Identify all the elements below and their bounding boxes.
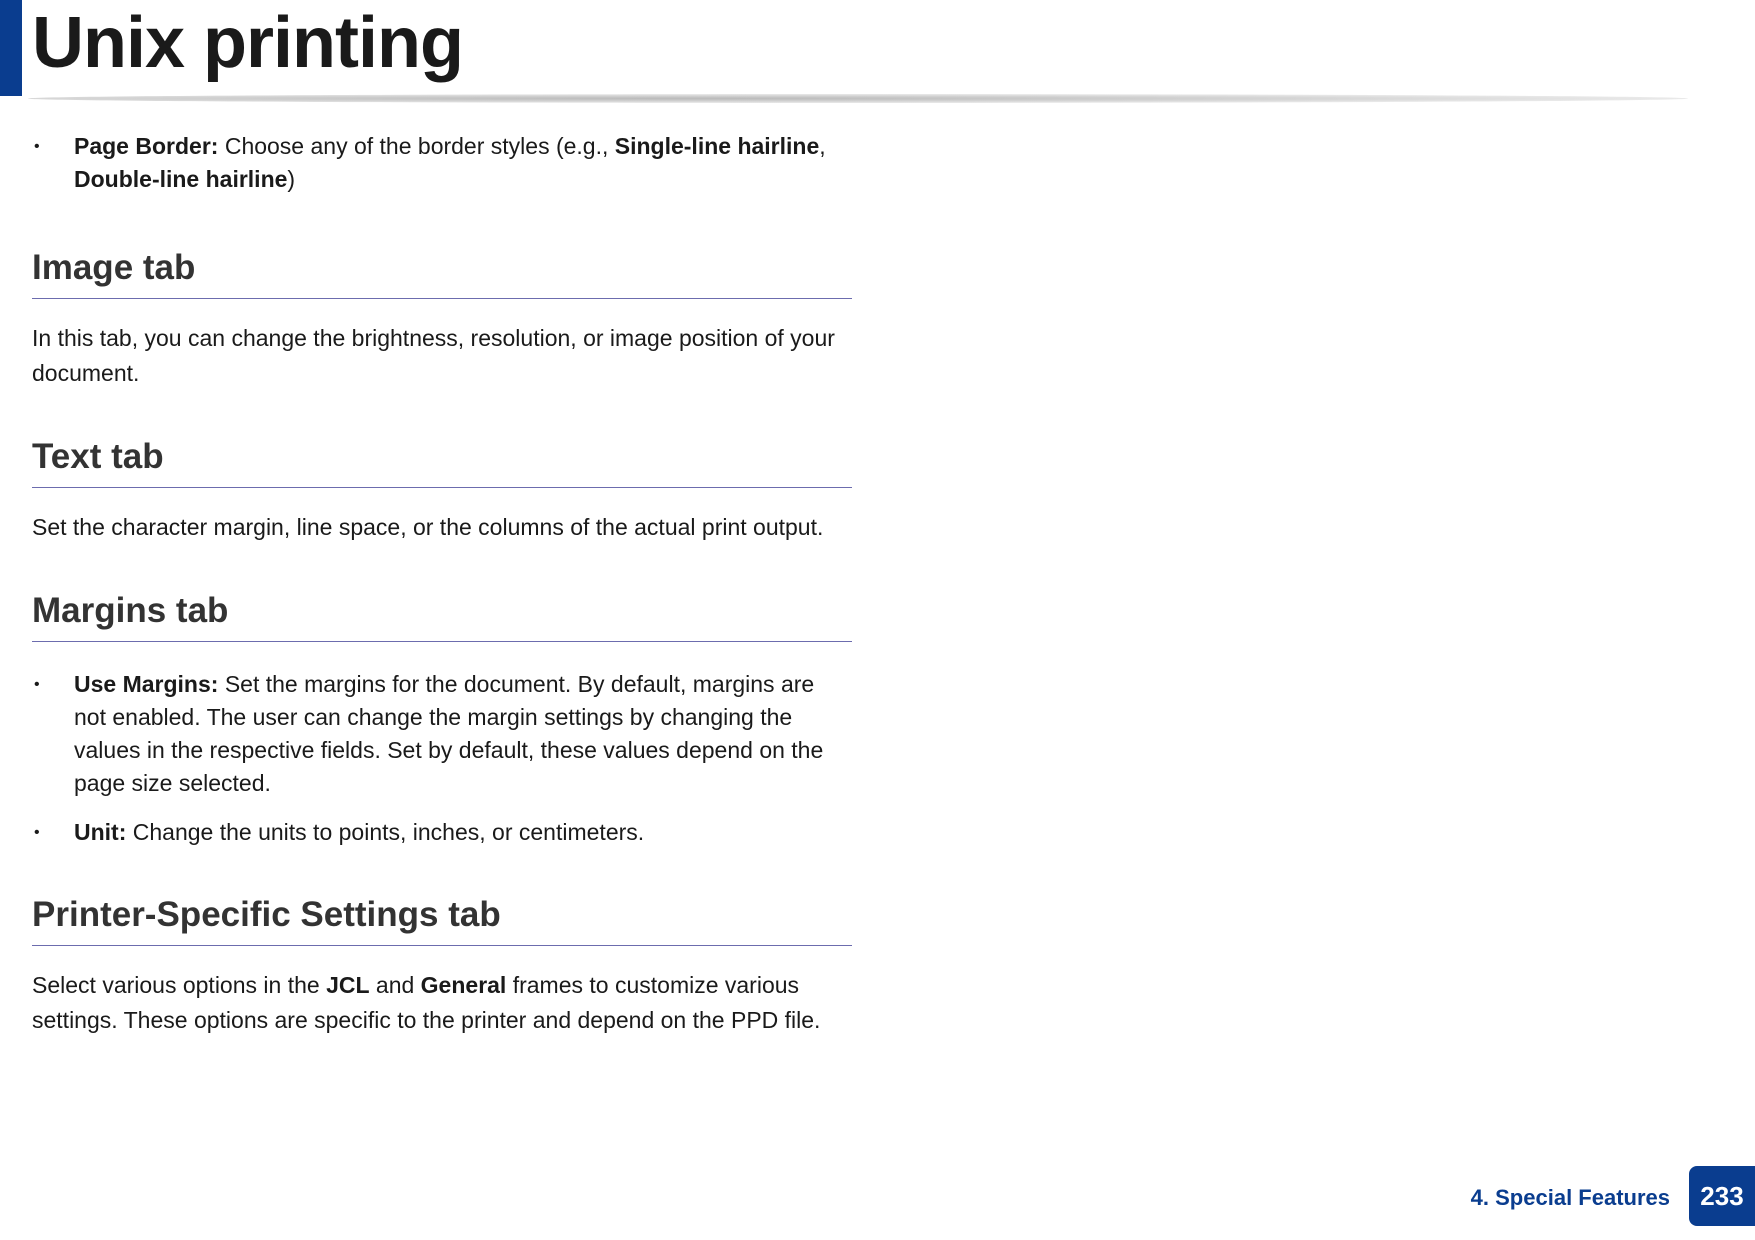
page-number-badge: 233 [1689, 1166, 1755, 1226]
printer-tab-text-3: frames to customize various settings. These options are specific to the printer and depend on the PPD file. [32, 972, 821, 1033]
chapter-accent-bar [0, 0, 22, 96]
bullet-icon: • [34, 824, 40, 841]
printer-tab-text-2: and [369, 972, 421, 998]
title-underline [28, 94, 1688, 103]
margins-bullet-list [32, 668, 852, 849]
term-use-margins: Use Margins: [74, 671, 219, 697]
footer-chapter-link[interactable]: 4. Special Features [1470, 1185, 1670, 1210]
page-border-text-1: Choose any of the border styles (e.g., [218, 133, 615, 159]
list-item-unit [32, 816, 852, 849]
list-item-page-border [32, 130, 852, 196]
printer-tab-description [32, 968, 852, 1038]
heading-image-tab: Image tab [32, 244, 852, 299]
heading-text-tab: Text tab [32, 433, 852, 488]
unit-text: Change the units to points, inches, or centimeters. [126, 819, 645, 845]
printer-tab-text-1: Select various options in the [32, 972, 327, 998]
page-border-text-3: ) [287, 166, 296, 192]
bullet-icon: • [34, 138, 40, 155]
use-margins-text: Set the margins for the document. By default, margins are not enabled. The user can change the margin settings by changing the values in the respective fields. Set by default, these values depend on the page size selected. [74, 671, 824, 796]
text-tab-description: Set the character margin, line space, or the columns of the actual print output. [32, 514, 824, 540]
frame-general: General [420, 972, 507, 998]
term-unit: Unit: [74, 819, 127, 845]
top-bullet-list [32, 130, 852, 196]
image-tab-description: In this tab, you can change the brightness, resolution, or image position of your document. [32, 325, 835, 386]
chapter-title: Unix printing [32, 3, 463, 83]
page-content [32, 130, 852, 1038]
option-single-line-hairline: Single-line hairline [614, 133, 820, 159]
bullet-icon: • [34, 676, 40, 693]
heading-margins-tab: Margins tab [32, 587, 852, 642]
frame-jcl: JCL [326, 972, 370, 998]
option-double-line-hairline: Double-line hairline [74, 166, 288, 192]
list-item-use-margins [32, 668, 852, 800]
term-page-border: Page Border: [74, 133, 219, 159]
heading-printer-specific-settings-tab: Printer-Specific Settings tab [32, 891, 852, 946]
page-border-text-2: , [819, 133, 826, 159]
